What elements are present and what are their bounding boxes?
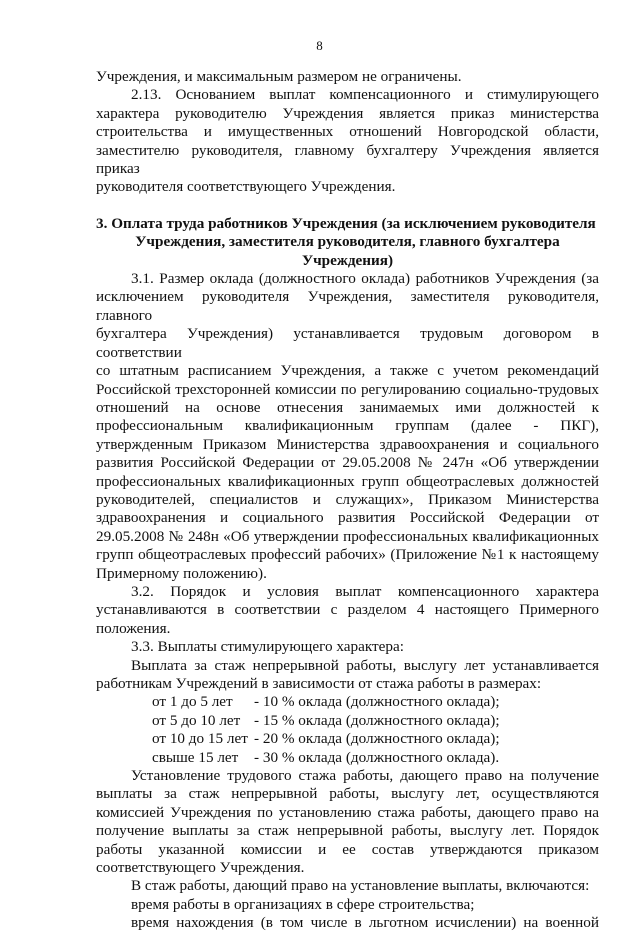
text-line: Российской трехсторонней комиссии по регулированию социально-трудовых: [96, 380, 599, 398]
text-line: 29.05.2008 № 248н «Об утверждении профессиональных квалификационных: [96, 527, 599, 545]
document-body: [96, 68, 599, 933]
text-line: утвержденным Приказом Министерства здравоохранения и социального: [96, 435, 599, 453]
text-line: время работы в организациях в сфере строительства;: [131, 895, 475, 913]
page-number: 8: [316, 38, 323, 53]
paragraph-3-2: [96, 583, 599, 638]
text-line: комиссией Учреждения по установлению стажа работы, дающего право на: [96, 803, 599, 821]
text-line: устанавливаются в соответствии с разделом 4 настоящего Примерного: [96, 601, 599, 619]
text-line: строительства и имущественных отношений Новгородской области,: [96, 123, 599, 141]
tenure-percent: - 10 % оклада (должностного оклада);: [254, 693, 500, 711]
text-line: руководителя соответствующего Учреждения.: [96, 178, 396, 196]
text-line: 3.1. Размер оклада (должностного оклада) работников Учреждения (за: [131, 270, 599, 288]
text-line: В стаж работы, дающий право на установление выплаты, включаются:: [131, 877, 590, 895]
tenure-range: от 5 до 10 лет: [152, 711, 241, 729]
tenure-percent: - 20 % оклада (должностного оклада);: [254, 730, 500, 748]
text-line: характера руководителю Учреждения является приказ министерства: [96, 104, 599, 122]
text-line: профессиональных квалификационных групп общеотраслевых должностей: [96, 472, 599, 490]
text-line: Выплата за стаж непрерывной работы, выслугу лет устанавливается: [131, 656, 599, 674]
tenure-rate-item: [152, 693, 599, 711]
tenure-rate-item: [152, 749, 599, 767]
text-line: работы указанной комиссии и ее состав утверждаются приказом: [96, 840, 599, 858]
text-line: исключением руководителя Учреждения, заместителя руководителя, главного: [96, 288, 599, 324]
tenure-range: свыше 15 лет: [152, 748, 239, 766]
text-line: профессиональным квалификационным группам (далее - ПКГ),: [96, 417, 599, 435]
section-3-heading: [96, 215, 599, 270]
paragraph-3-1: [96, 270, 599, 583]
tenure-percent: - 30 % оклада (должностного оклада).: [254, 748, 500, 766]
text-line: отношений на основе отнесения занимаемых ими должностей к: [96, 398, 599, 416]
tenure-rate-list: [96, 693, 599, 767]
tenure-range: от 1 до 5 лет: [152, 693, 233, 711]
text-line: соответствующего Учреждения.: [96, 859, 305, 877]
tenure-percent: - 15 % оклада (должностного оклада);: [254, 711, 500, 729]
text-line: время нахождения (в том числе в льготном исчислении) на военной: [131, 914, 599, 932]
text-line: 2.13. Основанием выплат компенсационного и стимулирующего: [131, 86, 599, 104]
text-line: выплаты за стаж непрерывной работы, выслугу лет, осуществляются: [96, 785, 599, 803]
text-line: развития Российской Федерации от 29.05.2008 № 247н «Об утверждении: [96, 454, 599, 472]
text-line: получение выплаты за стаж непрерывной работы, выслугу лет. Порядок: [96, 822, 599, 840]
tenure-rate-item: [152, 730, 599, 748]
included-periods-paragraph: [96, 877, 599, 932]
text-line: 3.2. Порядок и условия выплат компенсационного характера: [131, 582, 599, 600]
text-line: групп общеотраслевых профессий рабочих» (Приложение №1 к настоящему: [96, 546, 599, 564]
text-line: со штатным расписанием Учреждения, а также с учетом рекомендаций: [96, 362, 599, 380]
establishment-paragraph: [96, 767, 599, 877]
text-line: положения.: [96, 619, 171, 637]
text-line: здравоохранения и социального развития Российской Федерации от: [96, 509, 599, 527]
heading-line: Учреждения, заместителя руководителя, главного бухгалтера: [135, 233, 560, 251]
text-line: работникам Учреждений в зависимости от стажа работы в размерах:: [96, 675, 542, 692]
text-line: 3.3. Выплаты стимулирующего характера:: [131, 638, 404, 656]
text-line: заместителю руководителя, главному бухгалтеру Учреждения является приказ: [96, 141, 599, 178]
continuation-paragraph: [96, 68, 599, 86]
text-line: Учреждения, и максимальным размером не ограничены.: [96, 68, 462, 85]
heading-line: 3. Оплата труда работников Учреждения (за исключением руководителя: [96, 214, 596, 232]
text-line: Примерному положению).: [96, 564, 267, 582]
paragraph-2-13: [96, 86, 599, 196]
text-line: бухгалтера Учреждения) устанавливается трудовым договором в соответствии: [96, 325, 599, 361]
text-line: руководителей, специалистов и служащих», Приказом Министерства: [96, 490, 599, 508]
tenure-rate-item: [152, 712, 599, 730]
tenure-range: от 10 до 15 лет: [152, 730, 248, 748]
heading-line: Учреждения): [301, 251, 394, 269]
paragraph-3-3: [96, 638, 599, 656]
text-line: Установление трудового стажа работы, дающего право на получение: [131, 767, 599, 785]
tenure-paragraph: [96, 657, 599, 694]
section-spacer: [96, 197, 599, 215]
